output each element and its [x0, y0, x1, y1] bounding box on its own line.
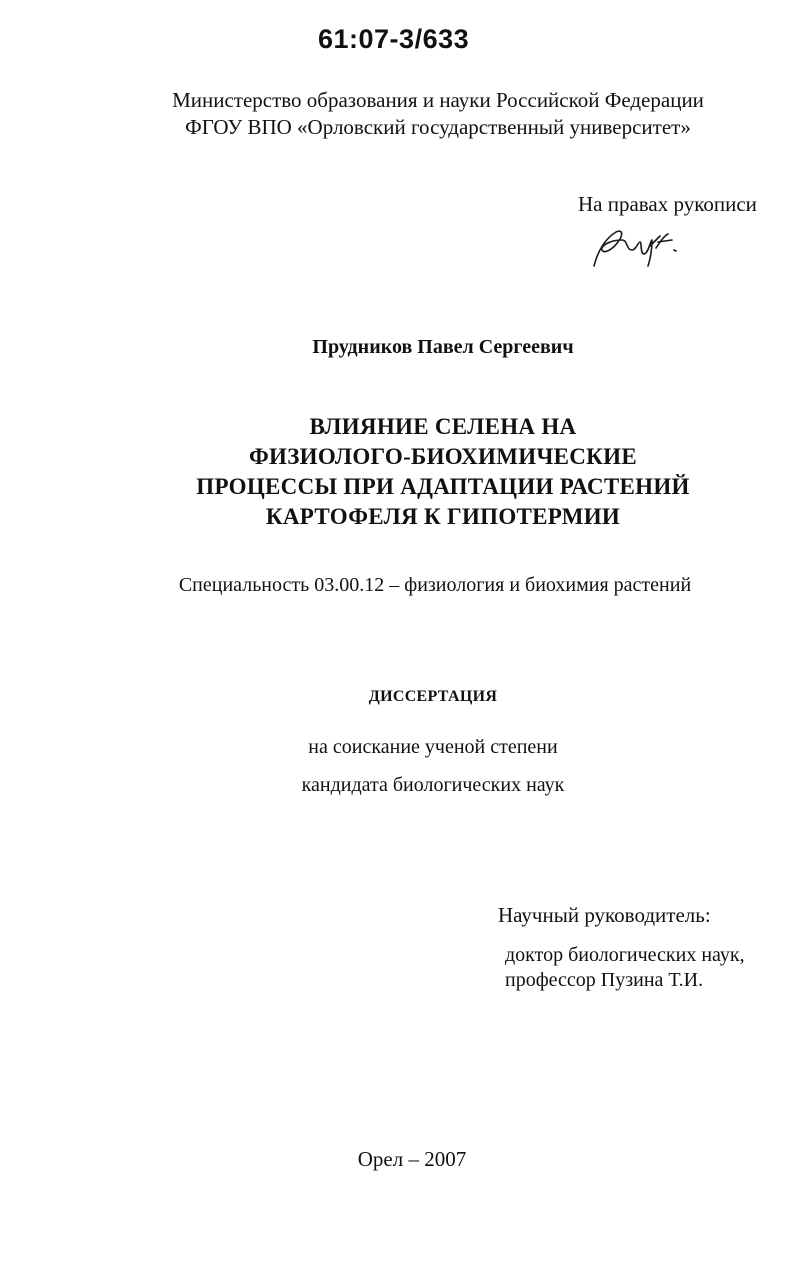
advisor-degree: доктор биологических наук,	[505, 944, 745, 966]
degree-line-2: кандидата биологических наук	[301, 774, 565, 796]
degree-line-1: на соискание ученой степени	[308, 736, 558, 758]
title-line: ФИЗИОЛОГО-БИОХИМИЧЕСКИЕ	[249, 444, 637, 469]
author-name: Прудников Павел Сергеевич	[312, 336, 574, 358]
city-year: Орел – 2007	[357, 1147, 467, 1171]
manuscript-label: На правах рукописи	[578, 192, 757, 216]
dissertation-label: ДИССЕРТАЦИЯ	[368, 688, 498, 705]
title-line: КАРТОФЕЛЯ К ГИПОТЕРМИИ	[265, 504, 621, 529]
specialty: Специальность 03.00.12 – физиология и биохимия растений	[178, 574, 692, 596]
university-name: ФГОУ ВПО «Орловский государственный университет»	[185, 115, 691, 139]
title-line: ВЛИЯНИЕ СЕЛЕНА НА	[309, 414, 577, 439]
ministry-name: Министерство образования и науки Российской Федерации	[172, 88, 704, 112]
title-line: ПРОЦЕССЫ ПРИ АДАПТАЦИИ РАСТЕНИЙ	[196, 474, 690, 499]
advisor-name: профессор Пузина Т.И.	[505, 969, 704, 991]
catalog-code: 61:07-3/633	[318, 24, 470, 54]
dissertation-title	[0, 412, 796, 532]
advisor-heading: Научный руководитель:	[498, 903, 711, 927]
signature	[588, 220, 688, 270]
